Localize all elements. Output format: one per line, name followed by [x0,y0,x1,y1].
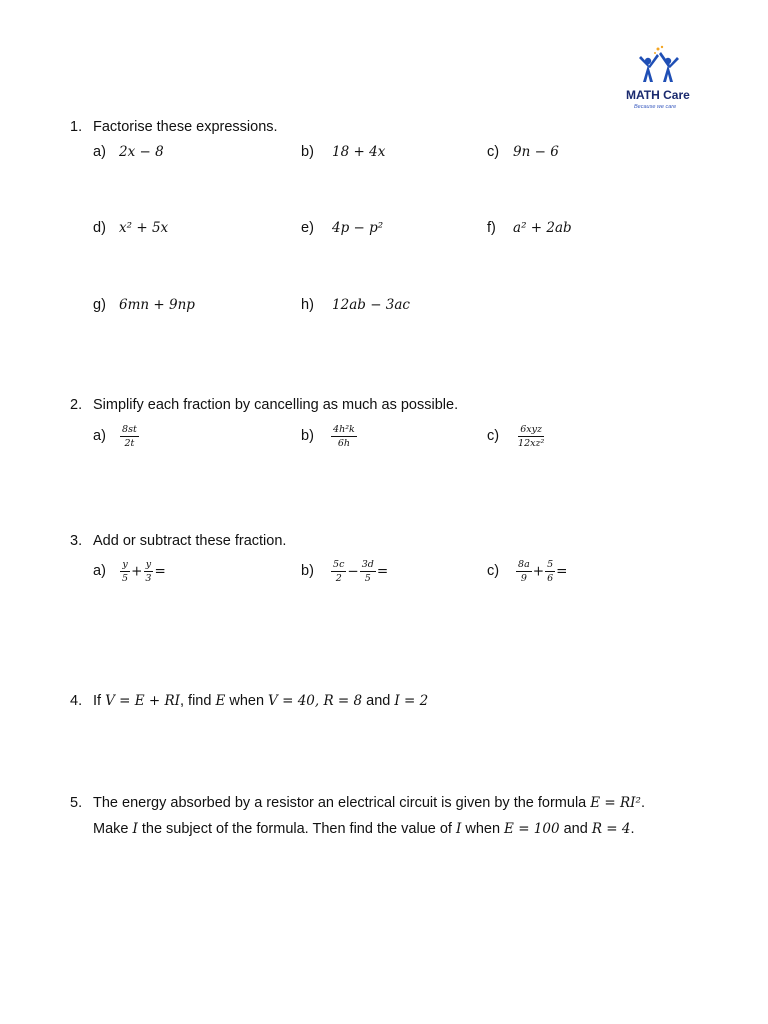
numerator: 8st [122,424,137,435]
q3-item-b [301,559,388,584]
figures-icon [624,44,696,90]
equals-sign: = [556,563,568,580]
q4-text [93,692,428,710]
text-run: . [640,795,645,811]
operator: + [131,563,143,580]
fraction [331,559,346,584]
q1-item-h [301,296,410,314]
item-label: b) [301,428,314,445]
numerator: y [145,559,152,570]
denominator: 6h [337,438,350,449]
fraction [545,559,555,584]
q2-item-c [487,424,547,449]
item-label: e) [301,220,314,236]
item-expression: 4p − p² [332,220,384,236]
fraction [516,559,532,584]
q4-number: 4. [70,693,83,709]
given-values: V = 40, R = 8 [268,693,363,709]
variable: I [132,821,138,837]
text-run: The energy absorbed by a resistor an electrical circuit is given by the formula [93,795,591,811]
item-label: g) [93,297,106,313]
q1-item-f [487,219,572,237]
fraction [120,424,139,449]
q2-item-b [301,424,358,449]
q5-number: 5. [70,795,83,811]
q1-item-b [301,143,385,161]
logo-tagline: Because we care [634,104,677,110]
item-label: f) [487,220,496,236]
given-value: R = 4 [591,821,631,837]
denominator: 2 [335,573,342,584]
fraction [331,424,357,449]
q2-item-a [93,424,140,449]
item-expression: x² + 5x [119,220,169,236]
item-label: d) [93,220,106,236]
q1-item-d [93,219,168,237]
text-run: . [630,821,635,837]
item-expression: 12ab − 3ac [332,297,410,313]
variable: E [215,693,226,709]
equals-sign: = [376,563,389,580]
denominator: 5 [364,573,371,584]
q1-item-e [301,219,383,237]
math-care-logo [624,44,696,112]
text-run: Make [93,821,133,837]
item-expression: 18 + 4x [332,144,386,160]
denominator: 2t [124,438,135,449]
numerator: 5 [547,559,554,570]
q1-item-g [93,296,195,314]
variable: I [455,821,462,837]
formula: V = E + RI [105,693,180,709]
q5-line-1 [93,794,645,812]
operator: + [532,563,545,580]
numerator: 5c [333,559,345,570]
given-value: I = 2 [394,693,429,709]
item-label: b) [301,563,314,580]
q1-item-a [93,143,164,161]
item-expression: 6mn + 9np [119,297,195,313]
q5-line-2 [93,820,635,838]
q3-item-a [93,559,166,584]
item-label: c) [487,428,500,445]
numerator: y [122,559,128,570]
operator: − [347,563,359,580]
item-label: a) [93,428,106,445]
text-run: , find [179,693,216,709]
text-run: when [461,821,505,837]
fraction [143,559,153,584]
fraction [516,424,546,449]
text-run: and [362,693,395,709]
item-label: a) [93,563,106,580]
denominator: 12xz² [518,438,545,449]
denominator: 5 [122,573,129,584]
denominator: 9 [520,573,527,584]
text-run: and [559,821,592,837]
item-expression: 2x − 8 [119,144,164,160]
text-run: when [225,693,269,709]
q2-number: 2. [70,397,83,413]
q1-number: 1. [70,119,83,135]
item-label: b) [301,144,314,160]
text-run: the subject of the formula. Then find the value of [137,821,456,837]
denominator: 6 [547,573,554,584]
q3-item-c [487,559,567,584]
item-expression: a² + 2ab [513,220,572,236]
fraction [120,559,130,584]
item-label: h) [301,297,314,313]
logo-name: MATH Care [626,88,690,102]
denominator: 3 [145,573,152,584]
item-label: c) [487,144,500,160]
numerator: 6xyz [520,424,543,435]
text-run: If [93,693,106,709]
item-label: c) [487,563,500,580]
numerator: 4h²k [333,424,355,435]
q3-number: 3. [70,533,83,549]
q1-item-c [487,143,559,161]
q3-prompt: Add or subtract these fraction. [93,533,287,549]
item-expression: 9n − 6 [513,144,559,160]
item-label: a) [93,144,106,160]
fraction [360,559,376,584]
formula: E = RI² [590,795,641,811]
numerator: 8a [518,559,530,570]
equals-sign: = [154,563,166,580]
given-value: E = 100 [504,821,560,837]
numerator: 3d [361,559,374,570]
q2-prompt: Simplify each fraction by cancelling as much as possible. [93,397,459,413]
q1-prompt: Factorise these expressions. [93,119,278,135]
